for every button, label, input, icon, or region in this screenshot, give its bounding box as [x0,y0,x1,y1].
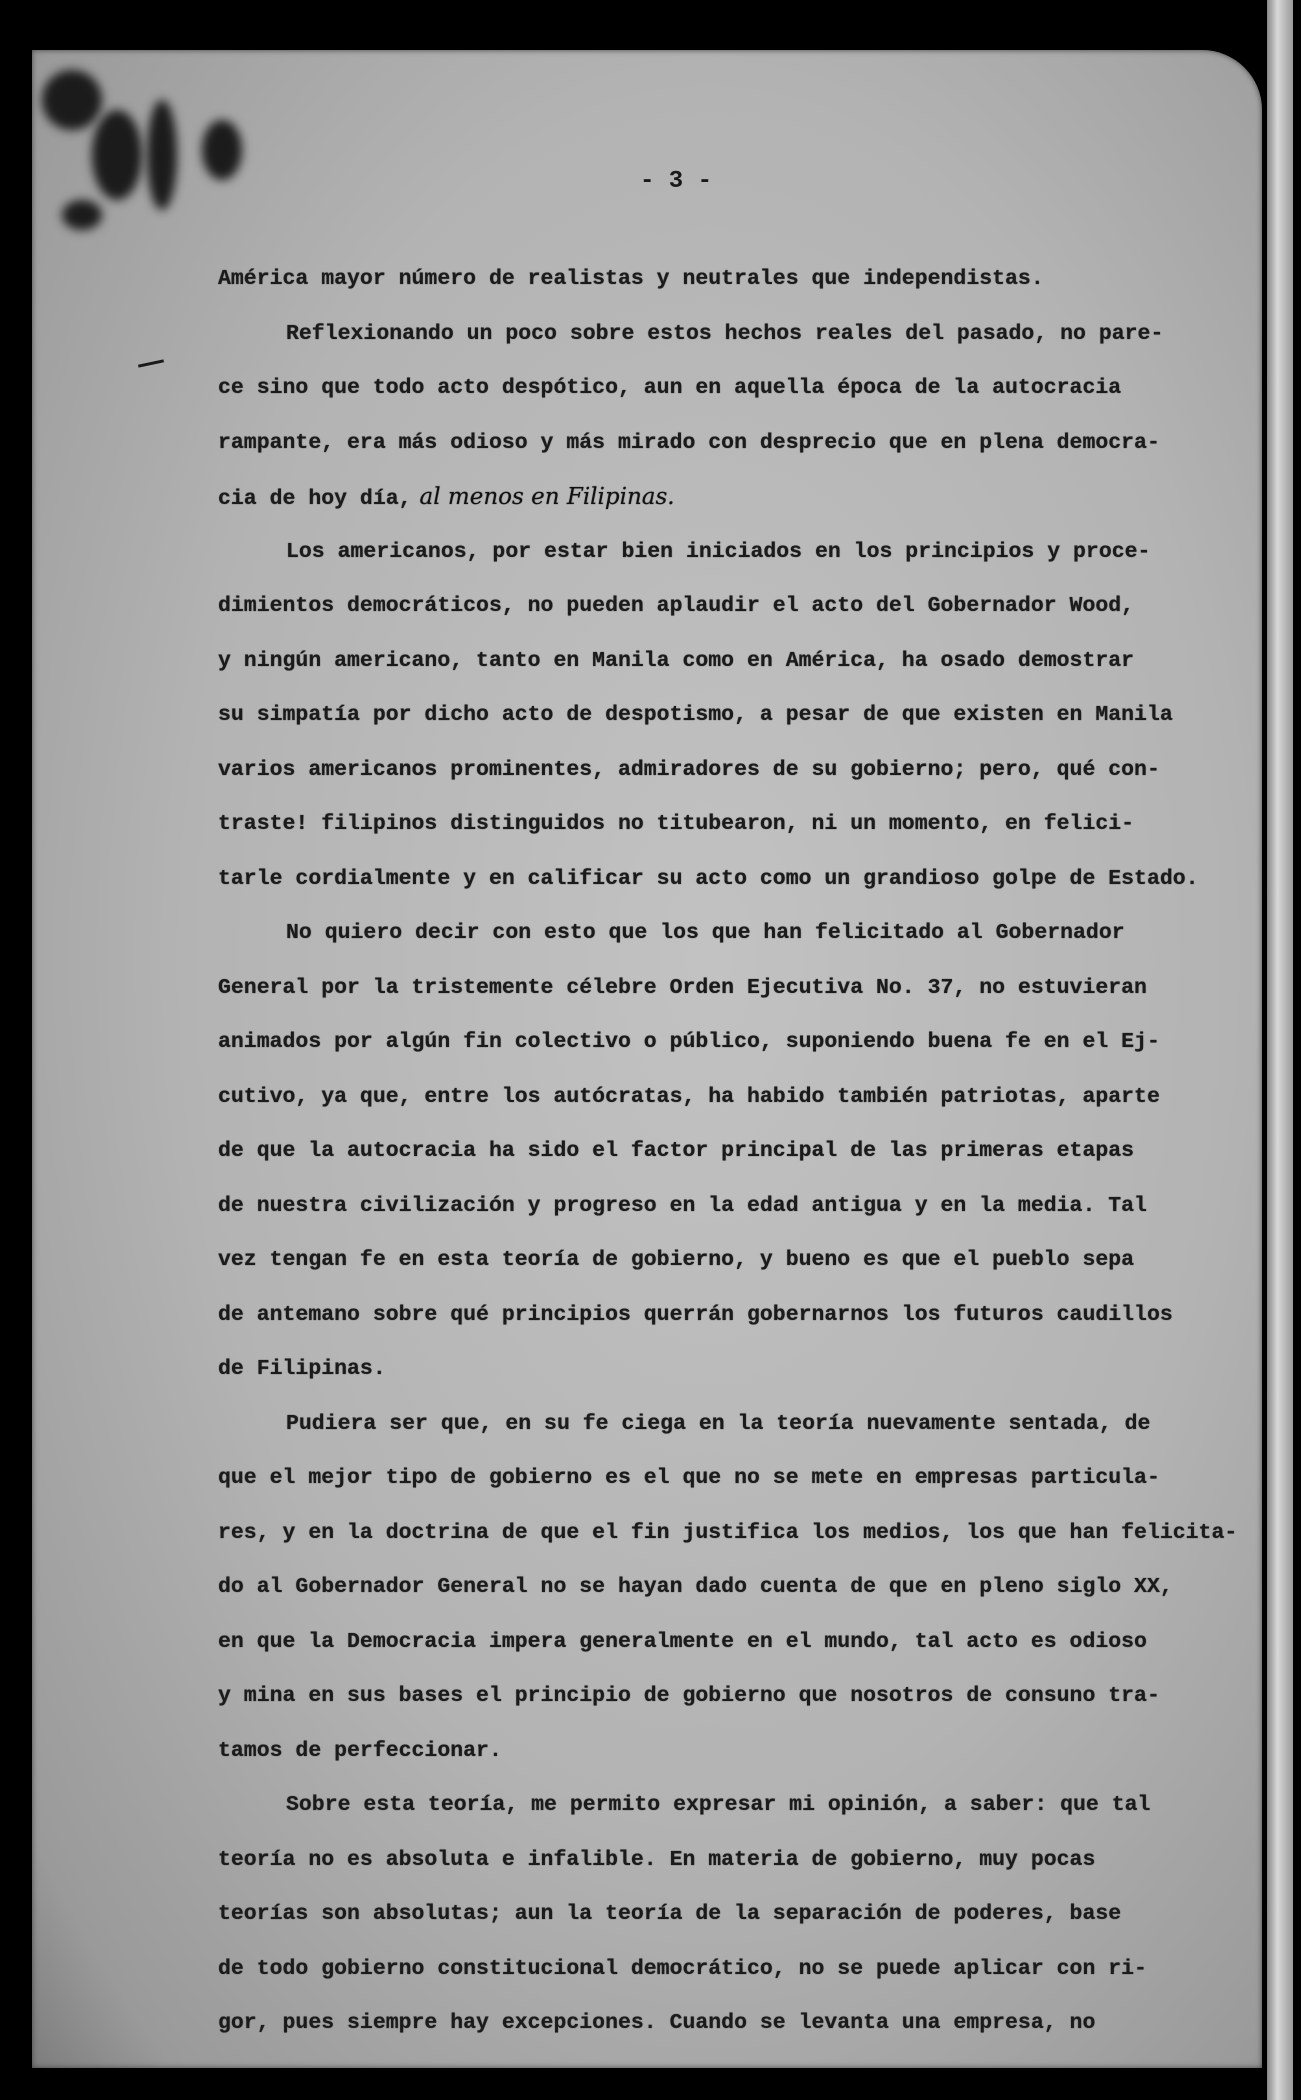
typed-text: en que la Democracia impera generalmente en el mundo, tal acto es odioso [218,1629,1147,1654]
text-line [218,1288,1198,1343]
text-line [218,1397,1198,1452]
typed-text: Los americanos, por estar bien iniciados en los principios y proce- [286,539,1151,564]
text-line [218,1451,1198,1506]
text-line [218,1724,1198,1779]
typed-text: teorías son absolutas; aun la teoría de la separación de poderes, base [218,1902,1122,1926]
typed-text: y mina en sus bases el principio de gobierno que nosotros de consuno tra- [218,1684,1160,1708]
typed-text: dimientos democráticos, no pueden aplaudir el acto del Gobernador Wood, [218,594,1135,618]
scan-edge-strip [1267,0,1293,2100]
text-line [218,1669,1198,1724]
typed-text: No quiero decir con esto que los que han felicitado al Gobernador [286,921,1125,945]
text-line [218,1942,1198,1997]
typed-text: Sobre esta teoría, me permito expresar mi opinión, a saber: que tal [286,1793,1151,1817]
typed-text: varios americanos prominentes, admiradores de su gobierno; pero, qué con- [218,757,1160,782]
typed-text: teoría no es absoluta e infalible. En materia de gobierno, muy pocas [218,1847,1096,1872]
text-line [218,579,1198,634]
typed-text: do al Gobernador General no se hayan dado cuenta de que en pleno siglo XX, [218,1575,1173,1599]
text-line [218,1070,1198,1125]
typed-text: gor, pues siempre hay excepciones. Cuando se levanta una empresa, no [218,2011,1096,2035]
typed-text: de que la autocracia ha sido el factor principal de las primeras etapas [218,1139,1135,1163]
text-line [218,1015,1198,1070]
typed-text: su simpatía por dicho acto de despotismo, a pesar de que existen en Manila [218,703,1173,727]
text-line [218,416,1198,471]
text-line [218,307,1198,362]
typed-text: Reflexionando un poco sobre estos hechos reales del pasado, no pare- [286,321,1164,346]
typed-text: de todo gobierno constitucional democrático, no se puede aplicar con ri- [218,1956,1147,1981]
typed-text: General por la tristemente célebre Orden Ejecutiva No. 37, no estuvieran [218,975,1147,1000]
text-line [218,525,1198,580]
ink-blot [62,200,102,230]
typed-text: Pudiera ser que, en su fe ciega en la teoría nuevamente sentada, de [286,1411,1151,1436]
text-line [218,470,1198,525]
typed-text: animados por algún fin colectivo o público, suponiendo buena fe en el Ej- [218,1030,1160,1054]
text-line [218,1560,1198,1615]
typed-text: ce sino que todo acto despótico, aun en aquella época de la autocracia [218,376,1122,400]
handwritten-annotation: al menos en Filipinas. [419,484,675,510]
text-line [218,906,1198,961]
text-line [218,1996,1198,2051]
text-line [218,1833,1198,1888]
text-line [218,852,1198,907]
typed-text: res, y en la doctrina de que el fin justifica los medios, los que han felicita- [218,1520,1238,1545]
ink-blot [147,100,177,210]
text-line [218,1506,1238,1561]
text-line [218,252,1198,307]
text-line [218,1342,1198,1397]
page-number: - 3 - [640,168,713,195]
text-line [218,797,1198,852]
typed-text: vez tengan fe en esta teoría de gobierno, y bueno es que el pueblo sepa [218,1248,1135,1272]
typed-text-body [218,252,1238,2051]
ink-blot [92,110,142,200]
typed-text: América mayor número de realistas y neutrales que independistas. [218,267,1044,291]
text-line [218,1179,1198,1234]
text-line [218,361,1198,416]
typed-text: que el mejor tipo de gobierno es el que no se mete en empresas particula- [218,1466,1160,1490]
typed-text: traste! filipinos distinguidos no titubearon, ni un momento, en felici- [218,812,1135,836]
typed-text: tamos de perfeccionar. [218,1738,502,1763]
text-line [218,1887,1198,1942]
text-line [218,688,1198,743]
typed-text: de antemano sobre qué principios querrán gobernarnos los futuros caudillos [218,1302,1173,1327]
typed-text: rampante, era más odioso y más mirado con desprecio que en plena democra- [218,430,1160,455]
text-line [218,1124,1198,1179]
text-line [218,743,1198,798]
text-line [218,634,1198,689]
typed-text: cutivo, ya que, entre los autócratas, ha habido también patriotas, aparte [218,1084,1160,1109]
ink-blot [42,70,102,130]
text-line [218,961,1198,1016]
ink-blot [202,120,242,180]
typed-text: tarle cordialmente y en calificar su acto como un grandioso golpe de Estado. [218,866,1199,891]
typed-text: cia de hoy día, [218,487,412,511]
typed-text: y ningún americano, tanto en Manila como en América, ha osado demostrar [218,648,1135,673]
text-line [218,1615,1198,1670]
text-line [218,1778,1198,1833]
typed-text: de Filipinas. [218,1357,386,1381]
text-line [218,1233,1198,1288]
typed-text: de nuestra civilización y progreso en la edad antigua y en la media. Tal [218,1193,1147,1218]
